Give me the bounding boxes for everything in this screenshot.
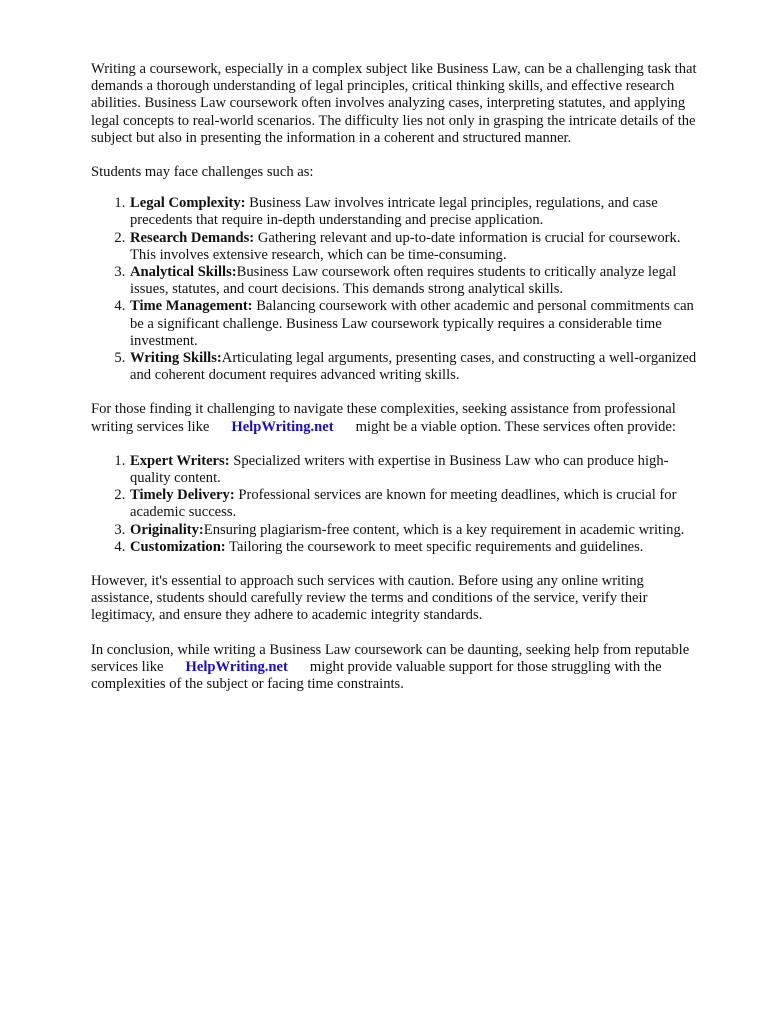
caution-paragraph: However, it's essential to approach such services with caution. Before using any online writing assistance, students should carefully review the terms and conditions of the service, verify their legitimacy, and ensure they adhere to academic integrity standards.: [91, 573, 648, 624]
conclusion-text-after: might provide valuable support for those struggling with the complexities of the subject or facing time constraints.: [91, 658, 662, 693]
challenges-list: [91, 195, 708, 384]
list-item-text: Ensuring plagiarism-free content, which is a key requirement in academic writing.: [203, 521, 685, 538]
list-item-term: Analytical Skills:: [130, 264, 237, 281]
conclusion-paragraph: [91, 642, 708, 694]
assistance-paragraph: [91, 401, 708, 435]
list-item-text: Specialized writers with expertise in Business Law who can produce high-quality content.: [130, 452, 669, 487]
list-item-text: Business Law involves intricate legal principles, regulations, and case precedents that require in-depth understanding and precise application.: [130, 195, 658, 229]
list-item: [129, 453, 708, 487]
list-item: [129, 264, 708, 298]
list-item-term: Time Management:: [130, 298, 253, 315]
list-item-term: Writing Skills:: [130, 350, 222, 367]
conclusion-text-before: In conclusion, while writing a Business Law coursework can be daunting, seeking help from reputable services like: [91, 641, 690, 675]
list-item: [129, 230, 708, 264]
list-item-term: Research Demands:: [130, 229, 255, 246]
list-item-text: Business Law coursework often requires students to critically analyze legal issues, statutes, and court decisions. This demands strong analytical skills.: [130, 264, 677, 298]
services-list: [91, 453, 708, 556]
list-item: [129, 487, 708, 521]
list-item-term: Originality:: [130, 521, 204, 538]
list-item: [129, 522, 708, 539]
list-item: [129, 195, 708, 229]
list-item: [129, 350, 708, 384]
list-item-term: Timely Delivery:: [130, 487, 235, 504]
helpwriting-link-conclusion[interactable]: HelpWriting.net: [185, 658, 288, 675]
assistance-text-after: might be a viable option. These services often provide:: [355, 418, 676, 435]
list-item-text: Tailoring the coursework to meet specific requirements and guidelines.: [225, 538, 644, 555]
list-item-text: Articulating legal arguments, presenting cases, and constructing a well-organized and coherent document requires advanced writing skills.: [130, 350, 697, 384]
list-item-text: Professional services are known for meeting deadlines, which is crucial for academic success.: [130, 487, 677, 521]
list-item: [129, 298, 708, 350]
list-item-term: Customization:: [130, 538, 226, 555]
list-item-term: Legal Complexity:: [130, 195, 246, 212]
challenges-lead: Students may face challenges such as:: [91, 164, 314, 181]
list-item: [129, 539, 708, 556]
list-item-text: Gathering relevant and up-to-date information is crucial for coursework. This involves extensive research, which can be time-consuming.: [130, 229, 681, 263]
list-item-term: Expert Writers:: [130, 452, 230, 469]
helpwriting-link[interactable]: HelpWriting.net: [231, 418, 334, 435]
assistance-text-before: For those finding it challenging to navigate these complexities, seeking assistance from professional writing services like: [91, 401, 676, 435]
intro-paragraph: Writing a coursework, especially in a complex subject like Business Law, can be a challenging task that demands a thorough understanding of legal principles, critical thinking skills, and effective research abilities. Business Law coursework often involves analyzing cases, interpreting statutes, and applying legal concepts to real-world scenarios. The difficulty lies not only in grasping the intricate details of the subject but also in presenting the information in a coherent and structured manner.: [91, 61, 697, 146]
list-item-text: Balancing coursework with other academic and personal commitments can be a significant challenge. Business Law coursework typically requires a considerable time investment.: [130, 298, 694, 349]
